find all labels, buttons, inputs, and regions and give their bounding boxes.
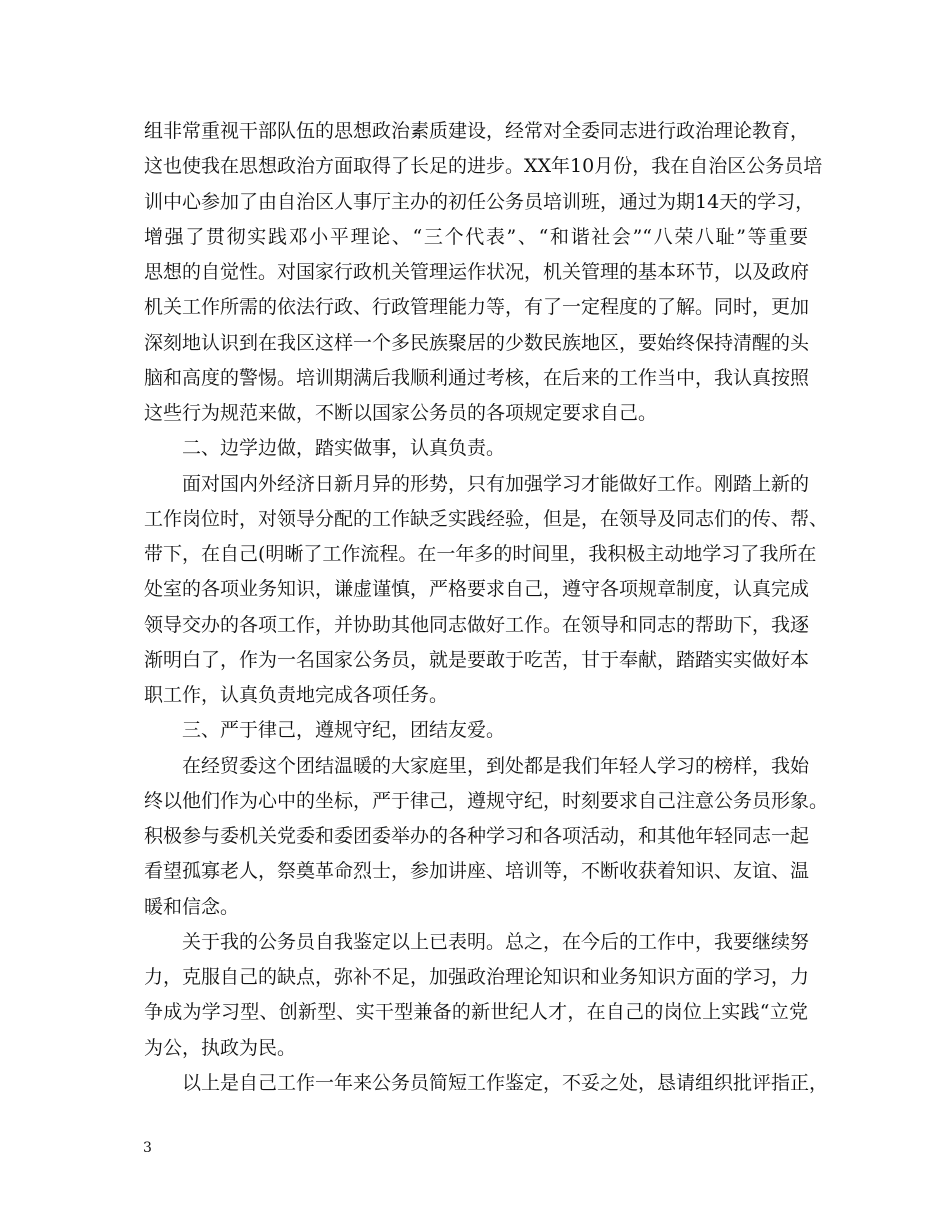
text-line: 机关工作所需的依法行政、行政管理能力等，有了一定程度的了解。同时，更加 xyxy=(144,296,810,319)
text-line: 脑和高度的警惕。培训期满后我顺利通过考核，在后来的工作当中，我认真按照 xyxy=(144,366,810,389)
text-line: 增强了贯彻实践邓小平理论、“三个代表”、“和谐社会”“八荣八耻”等重要 xyxy=(144,225,808,248)
text-line: 以上是自己工作一年来公务员简短工作鉴定，不妥之处，恳请组织批评指正， xyxy=(182,1071,829,1094)
text-line: 力，克服自己的缺点，弥补不足，加强政治理论知识和业务知识方面的学习，力 xyxy=(144,966,810,988)
text-line: 处室的各项业务知识，谦虚谨慎，严格要求自己，遵守各项规章制度，认真完成 xyxy=(144,578,810,601)
text-line: 这些行为规范来做，不断以国家公务员的各项规定要求自己。 xyxy=(144,402,658,424)
text-line: 终以他们作为心中的坐标，严于律己，遵规守纪，时刻要求自己注意公务员形象。 xyxy=(144,789,829,812)
text-line: 为公，执政为民。 xyxy=(144,1036,297,1059)
body-text xyxy=(144,114,829,1101)
text-line: 在经贸委这个团结温暖的大家庭里，到处都是我们年轻人学习的榜样，我始 xyxy=(182,754,810,777)
text-line: 暖和信念。 xyxy=(144,895,240,918)
text-line: 深刻地认识到在我区这样一个多民族聚居的少数民族地区，要始终保持清醒的头 xyxy=(144,331,810,354)
text-line: 职工作，认真负责地完成各项任务。 xyxy=(144,684,449,706)
page-number: 3 xyxy=(143,1140,152,1156)
text-line: 二、边学边做，踏实做事，认真负责。 xyxy=(182,437,506,460)
text-line: 领导交办的各项工作，并协助其他同志做好工作。在领导和同志的帮助下，我逐 xyxy=(144,613,810,636)
text-line: 思想的自觉性。对国家行政机关管理运作状况，机关管理的基本环节，以及政府 xyxy=(144,261,810,283)
text-line: 争成为学习型、创新型、实干型兼备的新世纪人才，在自己的岗位上实践“立党 xyxy=(144,1001,808,1024)
text-line: 面对国内外经济日新月异的形势，只有加强学习才能做好工作。刚踏上新的 xyxy=(182,472,810,495)
text-line: 这也使我在思想政治方面取得了长足的进步。XX年10月份，我在自治区公务员培 xyxy=(144,155,823,178)
text-line: 看望孤寡老人，祭奠革命烈士，参加讲座、培训等，不断收获着知识、友谊、温 xyxy=(144,860,810,883)
text-line: 组非常重视干部队伍的思想政治素质建设，经常对全委同志进行政治理论教育， xyxy=(144,120,810,142)
text-line: 带下，在自己(明晰了工作流程。在一年多的时间里，我积极主动地学习了我所在 xyxy=(144,543,817,565)
text-line: 关于我的公务员自我鉴定以上已表明。总之，在今后的工作中，我要继续努 xyxy=(182,930,810,953)
text-line: 训中心参加了由自治区人事厅主办的初任公务员培训班，通过为期14天的学习， xyxy=(144,190,815,213)
text-line: 积极参与委机关党委和委团委举办的各种学习和各项活动，和其他年轻同志一起 xyxy=(144,825,810,847)
text-line: 渐明白了，作为一名国家公务员，就是要敢于吃苦，甘于奉献，踏踏实实做好本 xyxy=(144,648,810,671)
text-line: 工作岗位时，对领导分配的工作缺乏实践经验，但是，在领导及同志们的传、帮、 xyxy=(144,507,829,530)
text-line: 三、严于律己，遵规守纪，团结友爱。 xyxy=(182,719,506,742)
